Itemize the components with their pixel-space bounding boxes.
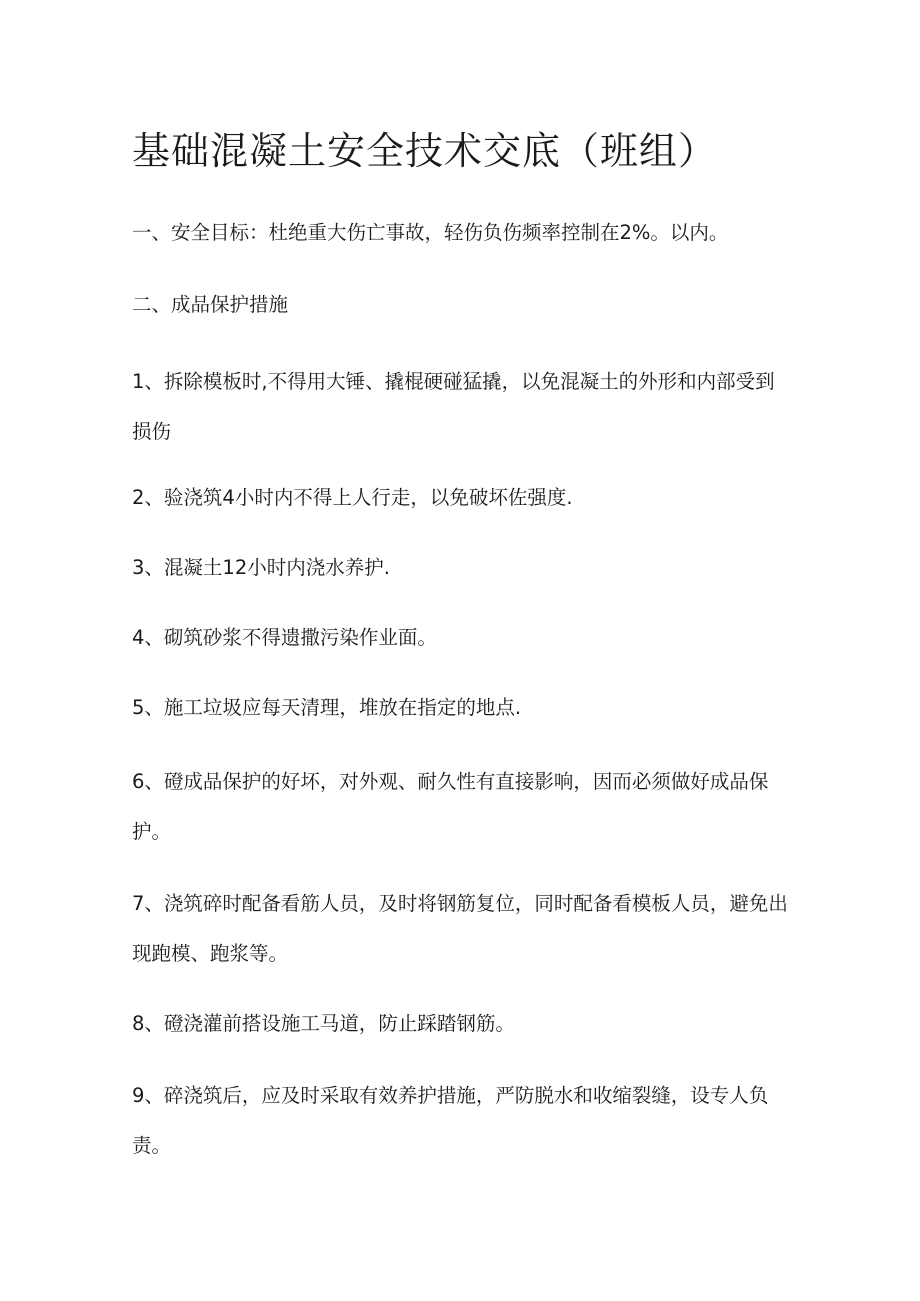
protection-item-8: 8、磴浇灌前搭设施工马道，防止踩踏钢筋。 [132, 1012, 515, 1035]
protection-item-1: 1、拆除模板时,不得用大锤、撬棍硬碰猛撬，以免混凝土的外形和内部受到损伤 [132, 370, 775, 443]
section-heading: 二、成品保护措施 [132, 293, 289, 316]
safety-goal-paragraph: 一、安全目标：杜绝重大伤亡事故，轻伤负伤频率控制在2%。以内。 [132, 221, 729, 244]
protection-item-7: 7、浇筑碎时配备看筋人员，及时将钢筋复位，同时配备看模板人员，避免出现跑模、跑浆等。 [132, 892, 788, 965]
protection-item-3: 3、混凝土12小时内浇水养护. [132, 556, 390, 579]
protection-item-9: 9、碎浇筑后，应及时采取有效养护措施，严防脱水和收缩裂缝，设专人负责。 [132, 1084, 769, 1157]
protection-item-5: 5、施工垃圾应每天清理，堆放在指定的地点. [132, 696, 522, 719]
protection-item-4: 4、砌筑砂浆不得遗撒污染作业面。 [132, 626, 437, 649]
protection-item-2: 2、验浇筑4小时内不得上人行走，以免破坏佐强度. [132, 486, 573, 509]
protection-item-6: 6、磴成品保护的好坏，对外观、耐久性有直接影响，因而必须做好成品保护。 [132, 770, 769, 843]
document-title: 基础混凝土安全技术交底（班组） [132, 129, 718, 173]
